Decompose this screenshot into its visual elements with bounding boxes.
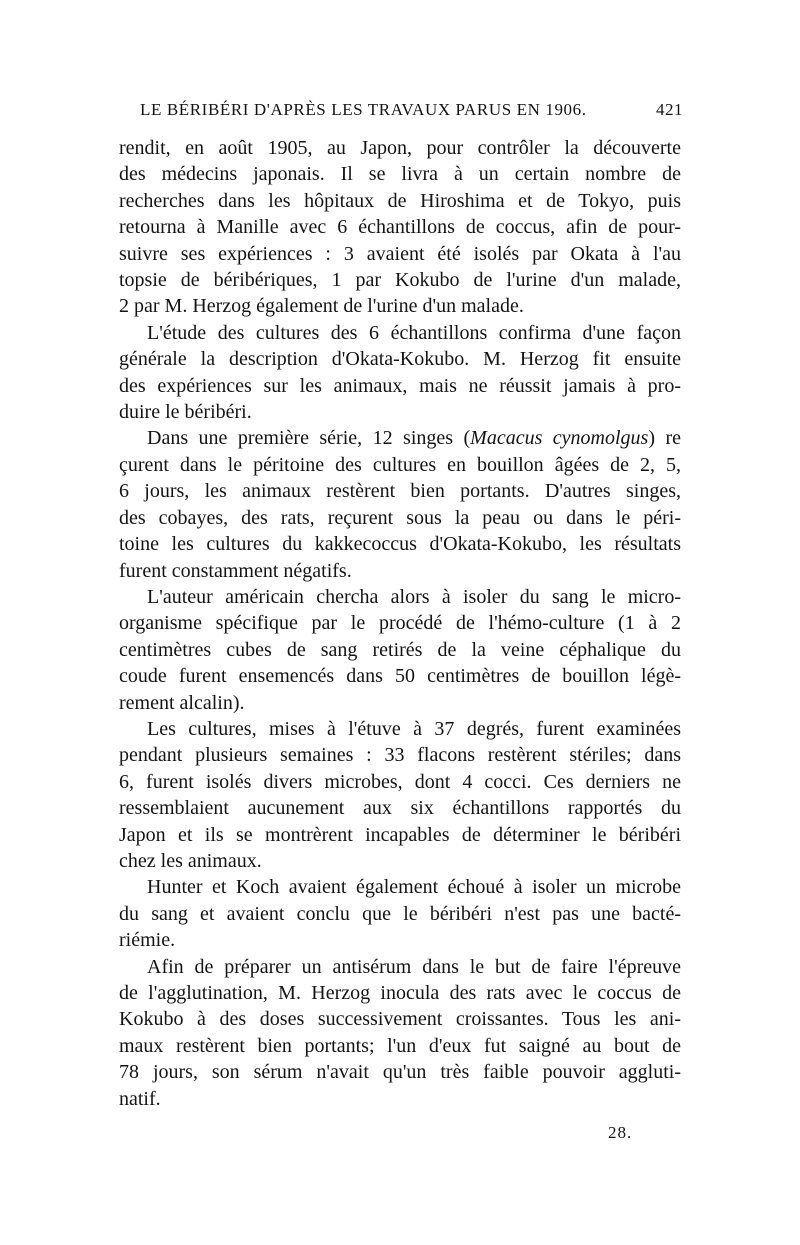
text-line: recherches dans les hôpitaux de Hiroshima et de Tokyo, puis bbox=[119, 189, 681, 212]
text-line: suivre ses expériences : 3 avaient été isolés par Okata à l'au bbox=[119, 242, 681, 265]
text-line: toine les cultures du kakkecoccus d'Okata-Kokubo, les résultats bbox=[119, 533, 681, 556]
text-line: rement alcalin). bbox=[119, 691, 245, 714]
text-line: 2 par M. Herzog également de l'urine d'un malade. bbox=[119, 295, 524, 318]
text-line: pendant plusieurs semaines : 33 flacons restèrent stériles; dans bbox=[119, 744, 681, 767]
text-line: des cobayes, des rats, reçurent sous la peau ou dans le péri- bbox=[119, 506, 681, 529]
text-line: Dans une première série, 12 singes (Macacus cynomolgus) re bbox=[147, 427, 681, 450]
running-title: LE BÉRIBÉRI D'APRÈS LES TRAVAUX PARUS EN 1906. bbox=[140, 100, 587, 119]
species-name: Macacus cynomolgus bbox=[470, 427, 649, 450]
text-line: furent constamment négatifs. bbox=[119, 559, 352, 582]
text-line: rendit, en août 1905, au Japon, pour contrôler la découverte bbox=[119, 137, 681, 159]
text-line: Hunter et Koch avaient également échoué à isoler un microbe bbox=[147, 876, 681, 899]
paragraph bbox=[119, 320, 681, 426]
paragraph bbox=[119, 584, 681, 716]
paragraph bbox=[119, 874, 681, 953]
text-line: ressemblaient aucunement aux six échantillons rapportés du bbox=[119, 797, 681, 820]
text-line: riémie. bbox=[119, 929, 176, 952]
text-line: maux restèrent bien portants; l'un d'eux fut saigné au bout de bbox=[119, 1034, 681, 1057]
text-line: des expériences sur les animaux, mais ne réussit jamais à pro- bbox=[119, 374, 681, 397]
text-line: Afin de préparer un antisérum dans le but de faire l'épreuve bbox=[147, 955, 681, 978]
paragraph bbox=[119, 954, 681, 1112]
page-number: 421 bbox=[656, 100, 683, 119]
text-line: de l'agglutination, M. Herzog inocula des rats avec le coccus de bbox=[119, 982, 681, 1004]
running-head bbox=[0, 98, 800, 122]
text-line: topsie de béribériques, 1 par Kokubo de l'urine d'un malade, bbox=[119, 269, 681, 292]
text-line: des médecins japonais. Il se livra à un certain nombre de bbox=[119, 163, 681, 186]
text-line: 78 jours, son sérum n'avait qu'un très faible pouvoir aggluti- bbox=[119, 1061, 681, 1084]
text-line: L'étude des cultures des 6 échantillons confirma d'une façon bbox=[147, 321, 681, 344]
text-line: natif. bbox=[119, 1087, 161, 1110]
text-line: duire le béribéri. bbox=[119, 401, 252, 424]
text-line: coude furent ensemencés dans 50 centimètres de bouillon légè- bbox=[119, 665, 681, 688]
paragraph bbox=[119, 135, 681, 320]
text-line: retourna à Manille avec 6 échantillons de coccus, afin de pour- bbox=[119, 216, 681, 239]
text-line: Japon et ils se montrèrent incapables de déterminer le béribéri bbox=[119, 823, 681, 846]
text-line: çurent dans le péritoine des cultures en bouillon âgées de 2, 5, bbox=[119, 453, 681, 476]
body-text bbox=[119, 135, 681, 1112]
text-line: centimètres cubes de sang retirés de la veine céphalique du bbox=[119, 638, 681, 661]
text-line: organisme spécifique par le procédé de l'hémo-culture (1 à 2 bbox=[119, 612, 681, 635]
text-line: du sang et avaient conclu que le béribéri n'est pas une bacté- bbox=[119, 902, 681, 925]
text-line: Kokubo à des doses successivement croissantes. Tous les ani- bbox=[119, 1008, 681, 1031]
paragraph bbox=[119, 425, 681, 583]
signature-mark: 28. bbox=[608, 1123, 633, 1142]
text-line: 6 jours, les animaux restèrent bien portants. D'autres singes, bbox=[119, 480, 681, 503]
text-line: générale la description d'Okata-Kokubo. M. Herzog fit ensuite bbox=[119, 348, 681, 371]
text-line: Les cultures, mises à l'étuve à 37 degrés, furent examinées bbox=[147, 717, 681, 740]
text-line: chez les animaux. bbox=[119, 849, 262, 872]
text-line: 6, furent isolés divers microbes, dont 4 cocci. Ces derniers ne bbox=[119, 770, 681, 793]
paragraph bbox=[119, 716, 681, 874]
text-line: L'auteur américain chercha alors à isoler du sang le micro- bbox=[147, 585, 681, 608]
